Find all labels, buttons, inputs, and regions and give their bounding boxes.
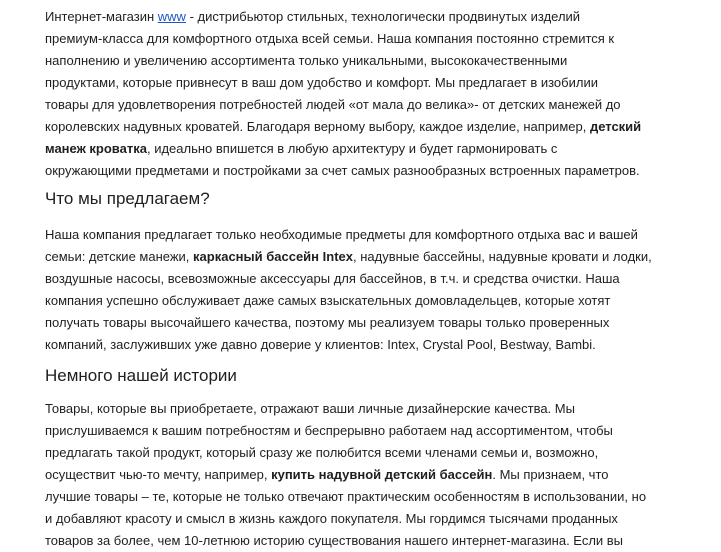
text-fragment: , надувные бассейны, надувные кровати и лодки,: [352, 249, 652, 264]
text-line: компаний, заслуживших уже давно доверие у клиентов: Intex, Crystal Pool, Bestway, Bambi.: [45, 337, 596, 352]
text-line: воздушные насосы, всевозможные аксессуары для бассейнов, в т.ч. и средства очистки. Наша: [45, 271, 620, 286]
section-heading-history: Немного нашей истории: [45, 366, 237, 385]
text-line: окружающими предметами и постройками за счет самых разнообразных встроенных параметров.: [45, 163, 640, 178]
www-link[interactable]: www: [157, 9, 186, 24]
text-line: [45, 116, 715, 138]
text-line: получать товары высочайшего качества, поэтому мы реализуем товары только проверенных: [45, 315, 610, 330]
bold-keyword: каркасный бассейн Intex: [193, 249, 353, 264]
text-fragment: осуществит чью-то мечту, например,: [45, 467, 272, 482]
text-fragment: - дистрибьютор стильных, технологически продвинутых изделий: [185, 9, 581, 24]
text-line: продуктами, которые привнесут в ваш дом удобство и комфорт. Мы предлагает в изобилии: [45, 75, 598, 90]
text-line: предлагать такой продукт, который сразу же полюбится всеми членами семьи и, возможно,: [45, 445, 599, 460]
bold-keyword: манеж кроватка: [45, 141, 147, 156]
bold-keyword: детский: [589, 119, 642, 134]
text-line: [45, 138, 715, 160]
text-fragment: Интернет-магазин: [45, 9, 158, 24]
text-line: Товары, которые вы приобретаете, отражают ваши личные дизайнерские качества. Мы: [45, 401, 575, 416]
text-fragment: семьи: детские манежи,: [45, 249, 194, 264]
text-line: компания успешно обслуживает даже самых взыскательных домовладельцев, которые хотят: [45, 293, 611, 308]
text-line: товары для удовлетворения потребностей людей «от мала до велика»- от детских манежей до: [45, 97, 621, 112]
text-line: лучшие товары – те, которые не только отвечают практическим особенностям в использовании, но: [45, 489, 647, 504]
text-line: [45, 6, 715, 28]
offer-paragraph: [45, 224, 715, 356]
text-fragment: королевских надувных кроватей. Благодаря верному выбору, каждое изделие, например,: [45, 119, 590, 134]
text-fragment: . Мы признаем, что: [492, 467, 609, 482]
text-line: прислушиваемся к вашим потребностям и беспрерывно работаем над ассортиментом, чтобы: [45, 423, 613, 438]
section-heading-offer: Что мы предлагаем?: [45, 189, 210, 208]
history-paragraph: [45, 398, 715, 552]
text-line: наполнению и увеличению ассортимента только уникальными, высококачественными: [45, 53, 568, 68]
text-fragment: , идеально впишется в любую архитектуру и будет гармонировать с: [146, 141, 558, 156]
text-line: товаров за более, чем 10-летнюю историю существования нашего интернет-магазина. Если вы: [45, 533, 624, 548]
text-line: Наша компания предлагает только необходимые предметы для комфортного отдыха вас и вашей: [45, 227, 638, 242]
text-line: [45, 464, 715, 486]
text-line: [45, 246, 715, 268]
text-line: премиум-класса для комфортного отдыха всей семьи. Наша компания постоянно стремится к: [45, 31, 615, 46]
intro-paragraph: [45, 6, 715, 182]
text-line: и добавляют красоту и смысл в жизнь каждого покупателя. Мы гордимся тысячами проданных: [45, 511, 618, 526]
bold-keyword: купить надувной детский бассейн: [271, 467, 493, 482]
